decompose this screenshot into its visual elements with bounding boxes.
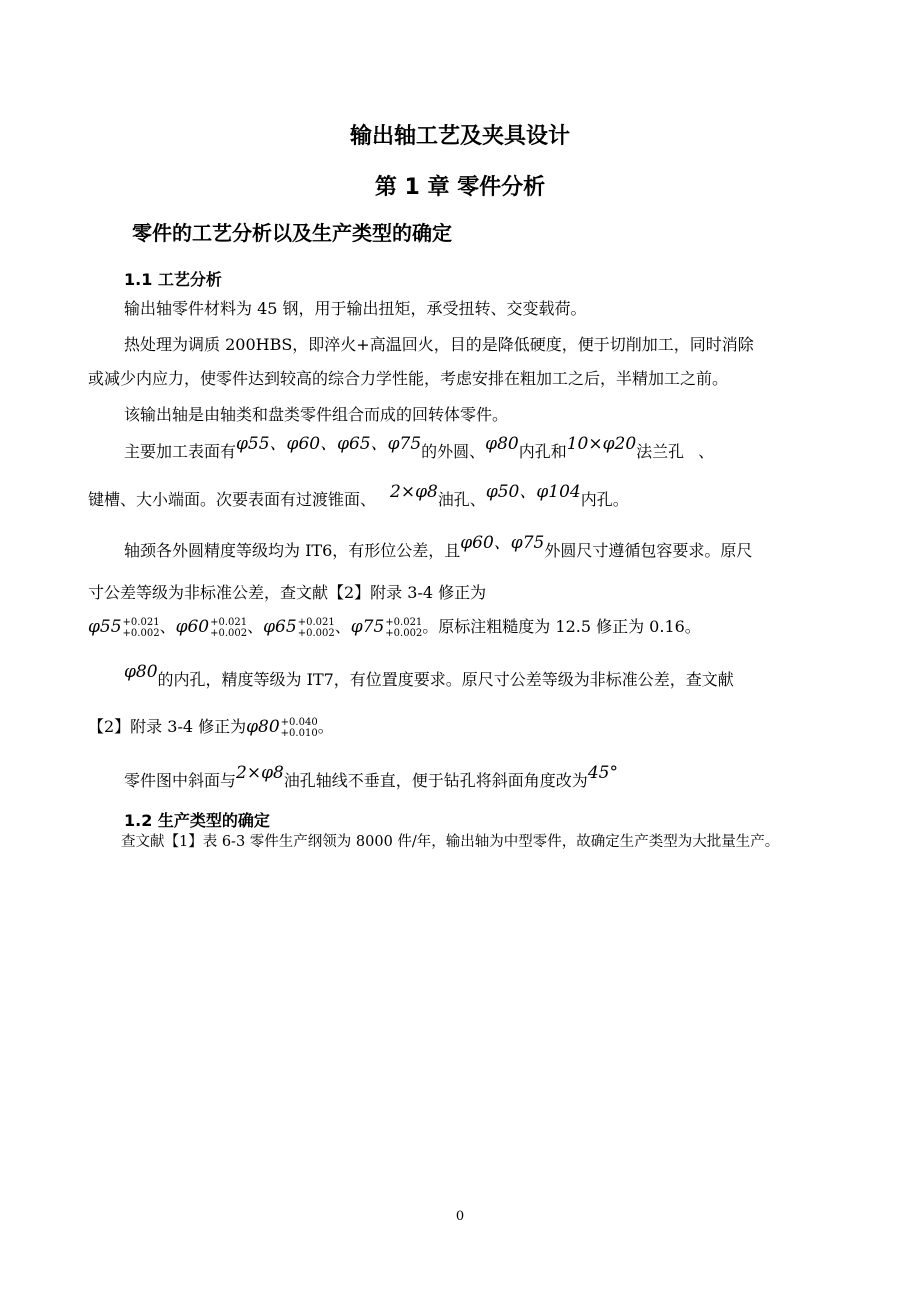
text-segment: 轴颈各外圆精度等级均为 IT6，有形位公差，且 (124, 541, 461, 560)
paragraph-heat-treatment-line2: 或减少内应力，使零件达到较高的综合力学性能，考虑安排在粗加工之后，半精加工之前。 (88, 369, 729, 388)
text-segment: 的外圆、 (421, 442, 486, 461)
math-oil-holes: 2×φ8 (390, 482, 438, 502)
math-bore-80: φ80 (485, 434, 519, 454)
paragraph-bore-80 (124, 662, 734, 690)
text-segment: 、 (698, 442, 715, 461)
math-diameters: φ55、φ60、φ65、φ75 (236, 434, 422, 454)
tolerance-80: +0.040 +0.010 (280, 716, 318, 739)
math-flange-holes: 10×φ20 (566, 434, 637, 454)
subsection-1-1-heading: 1.1 工艺分析 (124, 270, 222, 289)
text-segment: 油孔、 (437, 490, 486, 509)
math-dim-65: φ65 (263, 617, 297, 637)
math-dim-55: φ55 (88, 617, 122, 637)
math-dim-60: φ60 (175, 617, 210, 637)
text-segment: 内孔和 (518, 442, 567, 461)
tolerance-65: +0.021 +0.002 (297, 616, 335, 639)
paragraph-main-surfaces (124, 434, 715, 462)
paragraph-precision (124, 533, 753, 561)
tolerance-55: +0.021 +0.002 (122, 616, 160, 639)
text-segment: 油孔轴线不垂直，便于钻孔将斜面角度改为 (283, 771, 588, 790)
page-number: 0 (455, 1209, 465, 1224)
text-segment: 。原标注粗糙度为 12.5 修正为 0.16。 (422, 617, 701, 636)
math-bore-80: φ80 (246, 717, 280, 737)
math-oil-holes: 2×φ8 (236, 763, 284, 783)
chapter-heading: 第 1 章 零件分析 (374, 175, 546, 200)
math-inner-bores: φ50、φ104 (485, 482, 581, 502)
paragraph-inclined-face (124, 763, 618, 791)
text-segment: 外圆尺寸遵循包容要求。原尺 (544, 541, 753, 560)
subsection-1-2-heading: 1.2 生产类型的确定 (124, 811, 270, 830)
text-segment: 内孔。 (580, 490, 629, 509)
paragraph-tolerance-values: φ55 +0.021 +0.002 、φ60 +0.021 +0.002 、φ65 +0.021 +0.002 、φ75 +0.021 +0.002 。原标注粗糙度为 12.5 修正为 0.16。 (88, 616, 701, 639)
tolerance-75: +0.021 +0.002 (385, 616, 423, 639)
text-segment: 主要加工表面有 (124, 442, 237, 461)
math-angle: 45° (587, 763, 618, 783)
text-segment: 的内孔，精度等级为 IT7，有位置度要求。原尺寸公差等级为非标准公差，查文献 (157, 670, 734, 689)
paragraph-bore-tolerance (88, 714, 334, 740)
document-title: 输出轴工艺及夹具设计 (349, 124, 570, 149)
section-heading: 零件的工艺分析以及生产类型的确定 (132, 221, 452, 245)
text-segment: 键槽、大小端面。次要表面有过渡锥面、 (88, 490, 377, 509)
paragraph-material: 输出轴零件材料为 45 钢，用于输出扭矩，承受扭转、交变载荷。 (124, 299, 587, 318)
paragraph-heat-treatment-line1: 热处理为调质 200HBS，即淬火+高温回火，目的是降低硬度，便于切削加工，同时消除 (124, 335, 754, 354)
tolerance-60: +0.021 +0.002 (210, 616, 248, 639)
paragraph-secondary-surfaces (88, 482, 629, 510)
math-bore-80: φ80 (124, 662, 158, 682)
text-segment: 法兰孔 (636, 442, 685, 461)
paragraph-assembly: 该输出轴是由轴类和盘类零件组合而成的回转体零件。 (124, 405, 509, 424)
text-segment: 。 (317, 717, 334, 736)
math-dim-75: φ75 (350, 617, 385, 637)
text-segment: 【2】附录 3-4 修正为 (88, 717, 247, 736)
text-segment: 零件图中斜面与 (124, 771, 237, 790)
paragraph-tolerance-ref: 寸公差等级为非标准公差，查文献【2】附录 3-4 修正为 (88, 583, 487, 602)
paragraph-production-type: 查文献【1】表 6-3 零件生产纲领为 8000 件/年，输出轴为中型零件，故确定生产类型为大批量生产。 (121, 834, 780, 850)
math-journals: φ60、φ75 (460, 533, 545, 553)
